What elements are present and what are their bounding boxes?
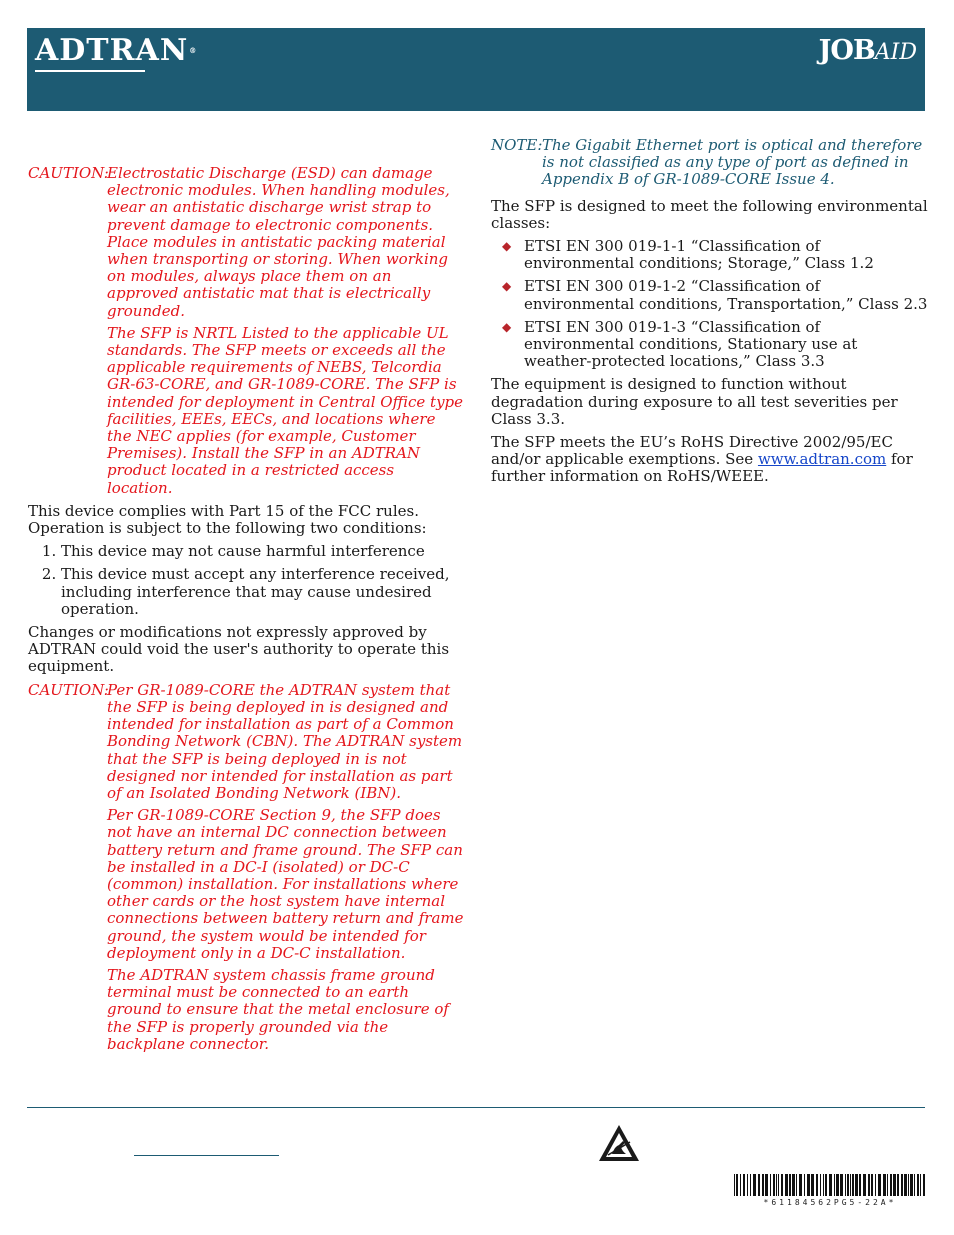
- barcode-text: *61184562PG5-22A*: [763, 1198, 897, 1207]
- rohs-paragraph: The SFP meets the EU’s RoHS Directive 2002/95/EC and/or applicable exemptions. See www.adtran.com for further information on RoHS/WEEE.: [491, 433, 913, 486]
- barcode-bar: [816, 1174, 818, 1196]
- barcode-bar: [890, 1174, 892, 1196]
- barcode-bar: [781, 1174, 783, 1196]
- barcode-bar: [863, 1174, 866, 1196]
- changes-paragraph: Changes or modifications not expressly approved by ADTRAN could void the user's authority to operate this equipment.: [28, 623, 450, 676]
- barcode-bar: [789, 1174, 791, 1196]
- barcode-bar: [887, 1174, 888, 1196]
- note-gigabit: [491, 137, 929, 189]
- right-column: [491, 137, 929, 492]
- caution-label: CAUTION:: [28, 164, 109, 182]
- barcode-bar: [820, 1174, 821, 1196]
- job-aid-title: JOBAID: [818, 35, 917, 66]
- barcode-bar: [785, 1174, 788, 1196]
- fcc-intro: This device complies with Part 15 of the FCC rules. Operation is subject to the following two conditions:: [28, 501, 427, 538]
- barcode-bar: [904, 1174, 907, 1196]
- barcode-bar: [792, 1174, 795, 1196]
- barcode-bar: [799, 1174, 802, 1196]
- caution-esd-text: Electrostatic Discharge (ESD) can damage electronic modules. When handling modules, wear an antistatic discharge wrist strap to prevent damage to electronic components. Place modules in antistatic packing material when transporting or storing. When working on modules, always place them on an approved antistatic mat that is electrically grounded.: [107, 164, 450, 320]
- barcode-bar: [868, 1174, 870, 1196]
- esd-warning-icon: [598, 1124, 640, 1162]
- logo-underline: [35, 70, 145, 72]
- left-column: [28, 165, 464, 1059]
- barcode-bar: [776, 1174, 777, 1196]
- barcode-bar: [914, 1174, 915, 1196]
- barcode-bar: [920, 1174, 921, 1196]
- barcode-bar: [747, 1174, 748, 1196]
- barcode-bar: [765, 1174, 768, 1196]
- barcode-bar: [878, 1174, 881, 1196]
- barcode-bar: [743, 1174, 745, 1196]
- caution-ground-text: The ADTRAN system chassis frame ground terminal must be connected to an earth ground to ensure that the metal enclosure of the SFP is properly grounded via the backplane connector.: [107, 965, 449, 1053]
- adtran-website-link[interactable]: www.adtran.com: [757, 450, 887, 469]
- diamond-bullet-icon: ◆: [502, 279, 512, 294]
- caution-cbn-text: Per GR-1089-CORE the ADTRAN system that the SFP is being deployed in is designed and intended for installation as part of a Common Bonding Network (CBN). The ADTRAN system that the SFP is being deployed in is not designed nor intended for installation as part of an Isolated Bonding Network (IBN).: [107, 680, 463, 802]
- barcode-bar: [893, 1174, 896, 1196]
- barcode-bar: [871, 1174, 873, 1196]
- barcode-bar: [807, 1174, 810, 1196]
- barcode-bar: [750, 1174, 751, 1196]
- adtran-logo: ADTRAN®: [35, 33, 198, 68]
- note-text: The Gigabit Ethernet port is optical and therefore is not classified as any type of port as defined in Appendix B of GR-1089-CORE Issue 4.: [542, 136, 923, 189]
- barcode-bar: [840, 1174, 843, 1196]
- list-item: 1. This device may not cause harmful interference: [61, 543, 464, 560]
- footer-underline: [134, 1155, 279, 1156]
- barcode-bar: [834, 1174, 835, 1196]
- barcode-bar: [773, 1174, 775, 1196]
- barcode-bar: [804, 1174, 805, 1196]
- barcode-bar: [852, 1174, 854, 1196]
- barcode: [734, 1174, 926, 1196]
- header-banner: [27, 28, 925, 111]
- caution-dc-text: Per GR-1089-CORE Section 9, the SFP does not have an internal DC connection between battery return and frame ground. The SFP can be installed in a DC-I (isolated) or DC-C (common) installation. For installations where other cards or the host system have internal connections between battery return and frame ground, the system would be intended for deployment only in a DC-C installation.: [107, 806, 464, 962]
- barcode-bar: [825, 1174, 827, 1196]
- barcode-bar: [811, 1174, 814, 1196]
- barcode-bar: [778, 1174, 779, 1196]
- list-item: ◆ ETSI EN 300 019-1-1 “Classification of environmental conditions; Storage,” Class 1.2: [502, 237, 874, 273]
- barcode-bar: [734, 1174, 735, 1196]
- barcode-bar: [740, 1174, 741, 1196]
- caution-esd: [28, 165, 464, 497]
- barcode-bar: [753, 1174, 756, 1196]
- barcode-bar: [762, 1174, 764, 1196]
- barcode-bar: [850, 1174, 851, 1196]
- barcode-bar: [796, 1174, 797, 1196]
- env-classes-list: [491, 238, 929, 370]
- degradation-paragraph: The equipment is designed to function without degradation during exposure to all test severities per Class 3.3.: [491, 375, 898, 428]
- barcode-bar: [875, 1174, 876, 1196]
- barcode-bar: [917, 1174, 919, 1196]
- barcode-bar: [901, 1174, 903, 1196]
- barcode-bar: [855, 1174, 858, 1196]
- caution-nrtl-text: The SFP is NRTL Listed to the applicable UL standards. The SFP meets or exceeds all the applicable requirements of NEBS, Telcordia GR-63-CORE, and GR-1089-CORE. The SFP is intended for deployment in Central Office type facilities, EEEs, EECs, and locations where the NEC applies (for example, Customer Premises). Install the SFP in an ADTRAN product located in a restricted access location.: [107, 323, 464, 497]
- barcode-bar: [770, 1174, 771, 1196]
- barcode-bar: [736, 1174, 738, 1196]
- barcode-bar: [823, 1174, 824, 1196]
- barcode-bar: [883, 1174, 886, 1196]
- barcode-bar: [923, 1174, 925, 1196]
- list-item: ◆ ETSI EN 300 019-1-3 “Classification of environmental conditions, Stationary use at weather-protected locations,” Class 3.3: [502, 317, 858, 371]
- list-item: 2. This device must accept any interference received, including interference that may cause undesired operation.: [61, 566, 464, 618]
- caution-label: CAUTION:: [28, 680, 109, 699]
- diamond-bullet-icon: ◆: [502, 319, 512, 334]
- footer-divider: [27, 1107, 925, 1108]
- barcode-bar: [859, 1174, 861, 1196]
- barcode-bar: [836, 1174, 839, 1196]
- barcode-bar: [847, 1174, 849, 1196]
- list-item: ◆ ETSI EN 300 019-1-2 “Classification of environmental conditions, Transportation,” Class 2.3: [502, 277, 928, 313]
- diamond-bullet-icon: ◆: [502, 239, 512, 254]
- barcode-bar: [758, 1174, 760, 1196]
- note-label: NOTE:: [491, 136, 543, 154]
- caution-bonding: [28, 682, 464, 1053]
- barcode-bar: [910, 1174, 913, 1196]
- barcode-bar: [829, 1174, 832, 1196]
- fcc-conditions-list: [28, 543, 464, 618]
- barcode-bar: [908, 1174, 909, 1196]
- barcode-bar: [897, 1174, 899, 1196]
- env-intro: The SFP is designed to meet the following environmental classes:: [491, 196, 928, 232]
- barcode-bar: [845, 1174, 846, 1196]
